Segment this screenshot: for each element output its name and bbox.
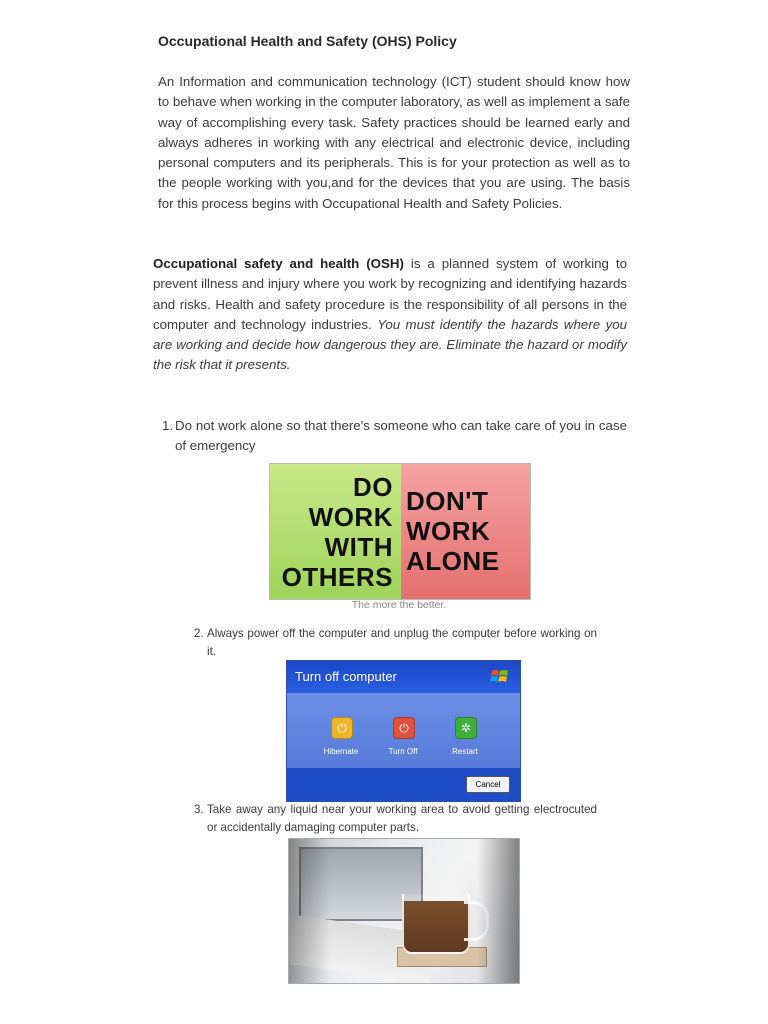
turn-off-dialog-image: [286, 660, 521, 802]
osh-paragraph: [153, 254, 627, 376]
osh-definition: is a planned system of working to prevent illness and injury where you work by recognizing and identifying hazards and risks. Health and safety procedure is the responsibility of all persons in the computer and technology industries.: [153, 256, 627, 332]
page-title: Occupational Health and Safety (OHS) Policy: [158, 33, 457, 49]
hibernate-label: Hibernate: [323, 747, 359, 756]
turn-off-button[interactable]: [393, 717, 415, 739]
dialog-footer: [287, 768, 520, 801]
osh-emphasis: You must identify the hazards where you are working and decide how dangerous they are. Eliminate the hazard or modify the risk that it presents.: [153, 316, 628, 373]
sign-image: [269, 463, 531, 600]
list-number: 3.: [194, 803, 204, 816]
list-text: Do not work alone so that there's someone who can take care of you in case of emergency: [175, 418, 627, 454]
list-item-1: [162, 416, 627, 457]
list-item-2: [194, 625, 597, 660]
sign-right-line: ALONE: [406, 546, 500, 576]
power-icon: ⏻: [337, 721, 347, 735]
list-text: Always power off the computer and unplug the computer before working on it.: [207, 627, 597, 658]
windows-logo-icon: [490, 667, 510, 687]
list-text: Take away any liquid near your working area to avoid getting electrocuted or accidentally damaging computer parts.: [207, 803, 597, 834]
photo-vignette: [289, 839, 519, 983]
sign-left-line: OTHERS: [281, 562, 393, 592]
sign-right-line: WORK: [406, 516, 491, 546]
sign-left-line: DO: [353, 472, 393, 502]
osh-term: Occupational safety and health (OSH): [153, 256, 404, 271]
list-item-3: [194, 801, 597, 836]
hibernate-button[interactable]: [331, 717, 353, 739]
list-number: 1.: [162, 418, 174, 433]
dialog-title-bar: [287, 661, 520, 693]
dialog-title: Turn off computer: [295, 669, 397, 684]
restart-button[interactable]: [455, 717, 477, 739]
sign-caption: The more the better.: [351, 599, 447, 611]
dialog-body: [287, 693, 520, 768]
sign-left-panel: [270, 464, 401, 599]
restart-icon: ✲: [460, 721, 472, 735]
intro-paragraph: An Information and communication technology (ICT) student should know how to behave when working in the computer laboratory, as well as implement a safe way of accomplishing every task. Safety practices should be learned early and always adheres in working with any electrical and electronic device, including personal computers and its peripherals. This is for your protection as well as to the people working with you,and for the devices that you are using. The basis for this process begins with Occupational Health and Safety Policies.: [158, 74, 630, 211]
sign-left-line: WITH: [324, 532, 393, 562]
cancel-button[interactable]: Cancel: [466, 776, 510, 793]
sign-right-line: DON'T: [406, 486, 489, 516]
turn-off-label: Turn Off: [388, 747, 418, 756]
list-number: 2.: [194, 627, 204, 640]
coffee-mug-photo: [288, 838, 520, 984]
sign-right-panel: [401, 464, 530, 599]
power-icon: ⏻: [399, 721, 409, 735]
restart-label: Restart: [452, 747, 478, 756]
sign-left-line: WORK: [308, 502, 393, 532]
